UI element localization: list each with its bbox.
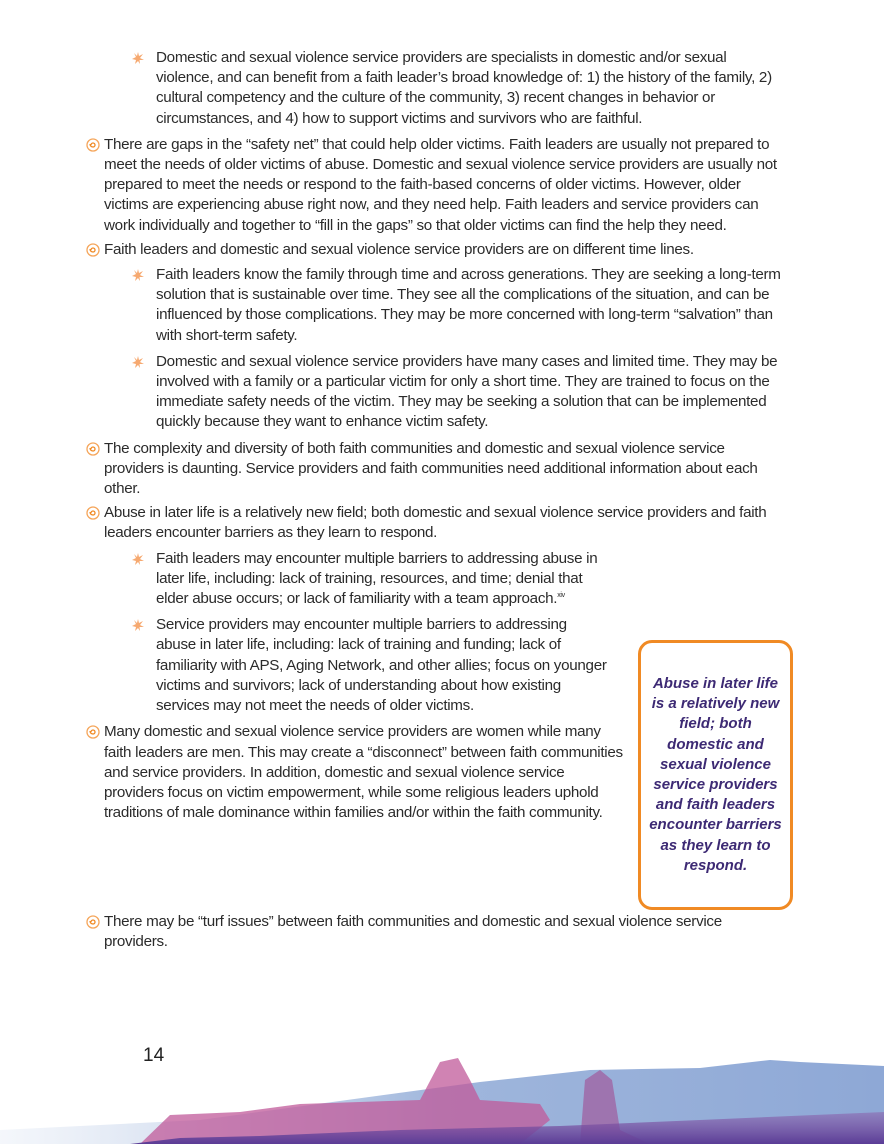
spiral-icon [86, 725, 100, 739]
pull-quote-box [638, 640, 793, 910]
spiral-icon [86, 506, 100, 520]
sub-bullet-text: Domestic and sexual violence service providers are specialists in domestic and/or sexual violence, and can benefit from a faith leader’s broad knowledge of: 1) the history of the family, 2) cultural competency and the culture of the community, 3) recent changes in behavior or circumstances, and 4) how to support victims and survivors who are faithful. [156, 49, 772, 127]
spiral-icon [86, 243, 100, 257]
bullet-item [86, 722, 624, 823]
watercolor-decoration [0, 1040, 884, 1144]
spiral-icon [86, 442, 100, 456]
bullet-text: There are gaps in the “safety net” that could help older victims. Faith leaders are usually not prepared to meet the needs of older victims of abuse. Domestic and sexual violence service providers are usually not prepared to meet the needs or respond to the faith-based concerns of older victims. However, older victims are experiencing abuse right now, and they need help. Faith leaders and service providers can work individually and together to “fill in the gaps” so that older victims can find the help they need. [104, 135, 777, 234]
sub-bullet-text: Faith leaders may encounter multiple barriers to addressing abuse in later life, including: lack of training, resources, and time; denial that elder abuse occurs; or lack of familiarity with a team approach. [156, 549, 598, 608]
bullet-item [86, 135, 786, 236]
bullet-text: Abuse in later life is a relatively new field; both domestic and sexual violence service providers and faith leaders encounter barriers as they learn to respond. [104, 504, 767, 542]
spiral-icon [86, 138, 100, 152]
bullet-text: Many domestic and sexual violence service providers are women while many faith leaders are men. This may create a “disconnect” between faith communities and service providers. In addition, domestic and sexual violence service providers focus on victim empowerment, while some religious leaders uphold traditions of male dominance within families and/or within the faith community. [104, 723, 623, 822]
sub-bullet-item [138, 352, 786, 433]
spiral-icon [86, 915, 100, 929]
bullet-item [86, 503, 786, 543]
sub-bullet-text: Service providers may encounter multiple barriers to addressing abuse in later life, including: lack of training and funding; lack of familiarity with APS, Aging Network, and other allies; focus on younger victims and survivors; lack of understanding about how existing services may not meet the needs of older victims. [156, 616, 607, 715]
sub-bullet-item [138, 48, 786, 129]
sub-bullet-item [138, 615, 608, 716]
bullet-text: Faith leaders and domestic and sexual violence service providers are on different time lines. [104, 240, 694, 258]
bullet-item [86, 240, 786, 260]
sub-bullet-text: Domestic and sexual violence service providers have many cases and limited time. They may be involved with a family or a particular victim for only a short time. They are trained to focus on the immediate safety needs of the victim. They may be seeking a solution that can be implemented quickly because they want to enhance victim safety. [156, 352, 778, 431]
sparkle-icon [130, 551, 146, 567]
page-number: 14 [143, 1045, 165, 1066]
bullet-item [86, 912, 786, 952]
sub-bullet-item [138, 265, 786, 346]
bullet-text: There may be “turf issues” between faith communities and domestic and sexual violence service providers. [104, 913, 722, 951]
bullet-item [86, 439, 786, 500]
pull-quote-text: Abuse in later life is a relatively new field; both domestic and sexual violence service providers and faith leaders encounter barriers as they learn to respond. [649, 674, 782, 874]
sub-bullet-text: Faith leaders know the family through time and across generations. They are seeking a long-term solution that is sustainable over time. They see all the complications of the situation, and can be influenced by those complications. They may be more concerned with long-term “salvation” than with short-term safety. [156, 266, 781, 344]
sub-bullet-item [138, 549, 608, 610]
sparkle-icon [130, 354, 146, 370]
sparkle-icon [130, 50, 146, 66]
sparkle-icon [130, 617, 146, 633]
sparkle-icon [130, 267, 146, 283]
bullet-text: The complexity and diversity of both faith communities and domestic and sexual violence service providers is daunting. Service providers and faith communities need additional information about each other. [104, 439, 758, 498]
footnote-marker[interactable]: xiv [557, 592, 565, 600]
